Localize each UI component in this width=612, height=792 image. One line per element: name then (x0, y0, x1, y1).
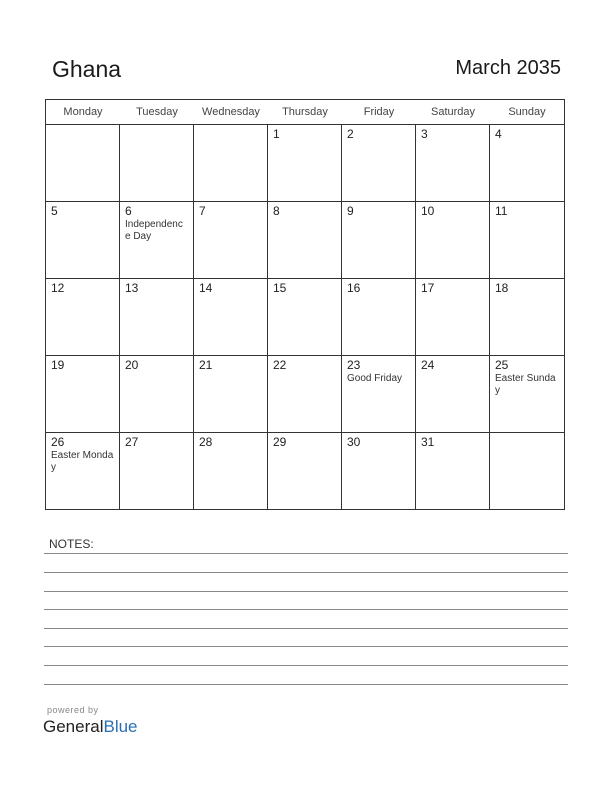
day-cell (120, 279, 194, 356)
holiday-label: Easter Sunday (495, 373, 556, 396)
day-number: 24 (421, 358, 435, 372)
notes-line (44, 665, 568, 666)
day-number: 18 (495, 281, 509, 295)
weekday-label: Wednesday (202, 106, 260, 118)
day-number: 9 (347, 204, 354, 218)
day-number: 4 (495, 127, 502, 141)
day-cell (416, 279, 490, 356)
calendar-grid (45, 99, 565, 510)
day-number: 7 (199, 204, 206, 218)
day-number: 12 (51, 281, 65, 295)
day-number: 11 (495, 204, 508, 218)
weekday-label: Thursday (282, 106, 328, 118)
day-number: 31 (421, 435, 435, 449)
day-number: 1 (273, 127, 280, 141)
day-cell (268, 202, 342, 279)
day-cell (46, 433, 120, 510)
day-number: 6 (125, 204, 132, 218)
day-cell (416, 202, 490, 279)
day-cell (342, 356, 416, 433)
holiday-label: Easter Monday (51, 450, 114, 473)
day-cell (490, 279, 564, 356)
day-cell (490, 433, 564, 510)
day-cell (268, 433, 342, 510)
notes-label: NOTES: (49, 537, 94, 551)
day-cell (46, 125, 120, 202)
notes-line (44, 591, 568, 592)
day-cell (342, 202, 416, 279)
weekday-label: Saturday (430, 106, 476, 118)
day-number: 30 (347, 435, 361, 449)
day-number: 17 (421, 281, 435, 295)
holiday-label: Independence Day (125, 219, 183, 242)
day-cell (194, 202, 268, 279)
day-cell (342, 433, 416, 510)
notes-line (44, 609, 568, 610)
month-year-title: March 2035 (455, 57, 561, 79)
day-cell (194, 125, 268, 202)
notes-line (44, 572, 568, 573)
day-number: 25 (495, 358, 509, 372)
day-cell (416, 356, 490, 433)
day-number: 10 (421, 204, 435, 218)
day-cell (416, 433, 490, 510)
day-cell (46, 202, 120, 279)
brand-blue: Blue (103, 717, 138, 736)
day-cell (120, 433, 194, 510)
day-cell (46, 356, 120, 433)
day-cell (342, 279, 416, 356)
day-cell (342, 125, 416, 202)
day-cell (268, 279, 342, 356)
day-cell (490, 125, 564, 202)
day-cell (194, 279, 268, 356)
day-cell (268, 356, 342, 433)
day-number: 21 (199, 358, 213, 372)
powered-by-text: powered by (47, 705, 99, 715)
day-number: 23 (347, 358, 361, 372)
holiday-label: Good Friday (347, 373, 403, 384)
day-cell (120, 356, 194, 433)
day-number: 22 (273, 358, 287, 372)
day-number: 8 (273, 204, 280, 218)
weekday-header (46, 100, 564, 125)
day-number: 29 (273, 435, 287, 449)
day-cell (46, 279, 120, 356)
day-number: 28 (199, 435, 213, 449)
day-cell (268, 125, 342, 202)
weekday-label: Monday (63, 106, 103, 118)
day-cell (194, 356, 268, 433)
day-number: 3 (421, 127, 428, 141)
day-cell (120, 202, 194, 279)
brand-logo (43, 717, 138, 737)
day-cell (490, 356, 564, 433)
day-number: 19 (51, 358, 65, 372)
notes-line (44, 553, 568, 554)
notes-line (44, 646, 568, 647)
weekday-label: Tuesday (136, 106, 178, 118)
day-number: 26 (51, 435, 65, 449)
notes-line (44, 628, 568, 629)
day-number: 27 (125, 435, 139, 449)
weekday-label: Friday (363, 106, 395, 118)
day-number: 20 (125, 358, 139, 372)
country-title: Ghana (52, 56, 122, 82)
day-number: 14 (199, 281, 213, 295)
day-cell (416, 125, 490, 202)
notes-line (44, 684, 568, 685)
brand-general: General (43, 717, 104, 736)
day-number: 16 (347, 281, 361, 295)
day-cell (194, 433, 268, 510)
day-number: 2 (347, 127, 354, 141)
day-cell (120, 125, 194, 202)
weekday-label: Sunday (508, 106, 546, 118)
day-number: 5 (51, 204, 58, 218)
day-grid (46, 125, 564, 510)
day-number: 13 (125, 281, 139, 295)
day-number: 15 (273, 281, 287, 295)
day-cell (490, 202, 564, 279)
